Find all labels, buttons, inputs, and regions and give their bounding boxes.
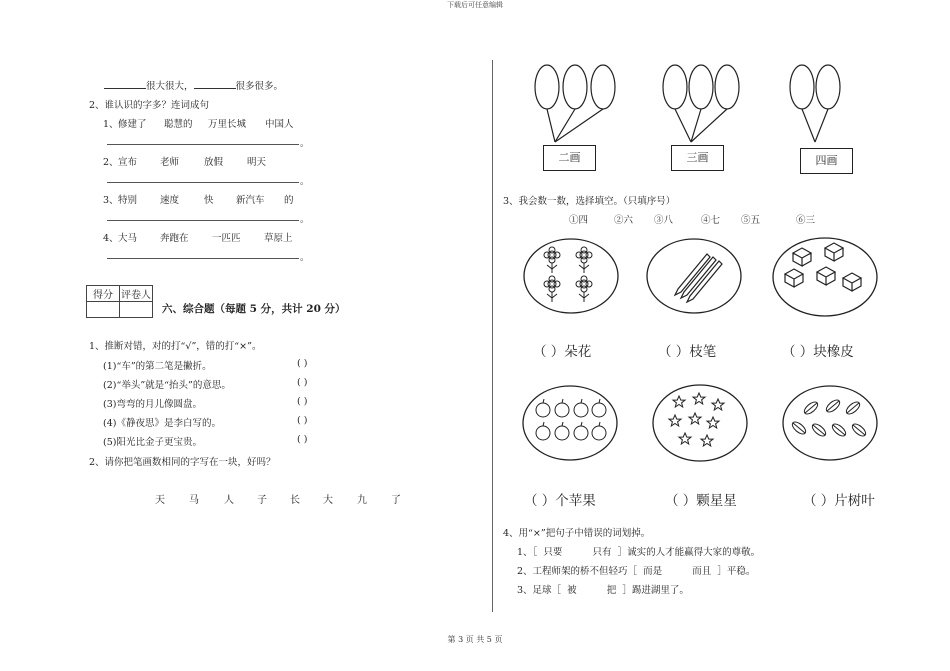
page-header-note: 下载后可任意编辑: [447, 1, 503, 9]
unit-label: 朵花: [564, 344, 592, 360]
judge-item: (3)弯弯的月儿像圆盘。: [103, 399, 202, 410]
period: 。: [300, 177, 310, 187]
judge-title: 1、推断对错，对的打“√”，错的打“×”。: [89, 341, 262, 352]
answer-line[interactable]: [107, 220, 299, 221]
answer-paren[interactable]: ( ): [297, 434, 308, 445]
eraser-answer[interactable]: [782, 340, 854, 360]
pencil-icon: [645, 237, 743, 315]
balloon-label-2: 二画: [543, 145, 596, 171]
score-table: [86, 285, 153, 318]
char: 大: [323, 495, 333, 506]
word: 老师: [160, 157, 180, 168]
reviewer-cell[interactable]: [120, 302, 153, 318]
char: 人: [224, 495, 234, 506]
balloon-label-3: 三画: [671, 145, 724, 171]
answer-paren[interactable]: ( ): [297, 358, 308, 369]
word: 速度: [160, 195, 180, 206]
unit-label: 块橡皮: [813, 344, 854, 360]
q2-title: 2、谁认识的字多？连词成句: [89, 100, 210, 111]
unit-label: 枝笔: [689, 344, 717, 360]
pencil-answer[interactable]: [658, 340, 716, 360]
fill-blank[interactable]: [104, 79, 146, 89]
option: ④七: [701, 215, 721, 226]
apple-answer[interactable]: [524, 489, 596, 509]
char: 长: [290, 495, 300, 506]
word: 大马: [118, 233, 138, 244]
judge-item: (5)阳光比金子更宝贵。: [103, 437, 202, 448]
char: 天: [155, 495, 165, 506]
word: 奔跑在: [160, 233, 189, 244]
unit-label: 颗星星: [696, 493, 737, 509]
answer-line[interactable]: [107, 144, 299, 145]
answer-line[interactable]: [107, 258, 299, 259]
unit-label: 片树叶: [834, 493, 875, 509]
strokes-title: 2、请你把笔画数相同的字写在一块，好吗？: [89, 457, 276, 468]
word: 新汽车: [236, 195, 265, 206]
word: 中国人: [265, 119, 294, 130]
judge-item: (4)《静夜思》是李白写的。: [103, 418, 221, 429]
word: 快: [204, 195, 214, 206]
word: 放假: [204, 157, 224, 168]
answer-blank[interactable]: （ ）: [533, 344, 565, 360]
item-number: 1、: [103, 119, 119, 130]
score-cell[interactable]: [87, 302, 120, 318]
leaf-icon: [781, 384, 879, 462]
period: 。: [300, 139, 310, 149]
word: 草原上: [264, 233, 293, 244]
star-answer[interactable]: [665, 489, 737, 509]
answer-paren[interactable]: ( ): [297, 415, 308, 426]
answer-blank[interactable]: （ ）: [803, 493, 835, 509]
word: 一匹匹: [212, 233, 241, 244]
char: 马: [189, 495, 199, 506]
period: 。: [300, 253, 310, 263]
item-number: 3、: [103, 195, 119, 206]
answer-paren[interactable]: ( ): [297, 377, 308, 388]
balloon-label-4: 四画: [800, 148, 853, 174]
q4-title: 4、用“×”把句子中错误的词划掉。: [503, 528, 651, 539]
answer-blank[interactable]: （ ）: [782, 344, 814, 360]
q4-item: 2、工程师架的桥不但轻巧［ 而是 而且 ］平稳。: [517, 566, 756, 577]
score-label: 得分: [87, 286, 120, 302]
judge-item: (2)“举头”就是“抬头”的意思。: [103, 380, 231, 391]
unit-label: 个苹果: [555, 493, 596, 509]
option: ⑥三: [796, 215, 816, 226]
q4-item: 1、［ 只要 只有 ］诚实的人才能赢得大家的尊敬。: [517, 547, 761, 558]
answer-line[interactable]: [107, 182, 299, 183]
q4-item: 3、足球［ 被 把 ］踢进湖里了。: [517, 585, 689, 596]
option: ③八: [654, 215, 674, 226]
flower-answer[interactable]: [533, 340, 591, 360]
q1-fill-line: [104, 78, 283, 92]
answer-paren[interactable]: ( ): [297, 396, 308, 407]
word: 修建了: [118, 119, 147, 130]
word: 的: [284, 195, 294, 206]
period: 。: [300, 215, 310, 225]
page-number: 第 3 页 共 5 页: [447, 635, 503, 644]
answer-blank[interactable]: （ ）: [658, 344, 690, 360]
judge-item: (1)“车”的第二笔是撇折。: [103, 361, 212, 372]
q1-text-b: 很多很多。: [235, 81, 284, 92]
column-divider: [492, 60, 493, 612]
word: 万里长城: [208, 119, 247, 130]
fill-blank[interactable]: [194, 79, 236, 89]
word: 聪慧的: [164, 119, 193, 130]
option: ①四: [569, 215, 589, 226]
item-number: 4、: [103, 233, 119, 244]
apple-icon: [521, 384, 619, 462]
answer-blank[interactable]: （ ）: [524, 493, 556, 509]
item-number: 2、: [103, 157, 119, 168]
star-icon: [651, 383, 749, 463]
option: ②六: [614, 215, 634, 226]
leaf-answer[interactable]: [803, 489, 875, 509]
char: 子: [257, 495, 267, 506]
section-title: 六、综合题（每题 5 分，共计 20 分）: [162, 303, 346, 315]
answer-blank[interactable]: （ ）: [665, 493, 697, 509]
char: 了: [391, 495, 401, 506]
word: 明天: [247, 157, 267, 168]
word: 宣布: [118, 157, 138, 168]
word: 特别: [118, 195, 138, 206]
q1-text-a: 很大很大，: [146, 81, 194, 92]
reviewer-label: 评卷人: [120, 286, 153, 302]
flower-icon: [522, 237, 620, 315]
q3-title: 3、我会数一数，选择填空。（只填序号）: [503, 196, 676, 207]
char: 九: [357, 495, 367, 506]
eraser-icon: [771, 236, 879, 318]
option: ⑤五: [741, 215, 761, 226]
